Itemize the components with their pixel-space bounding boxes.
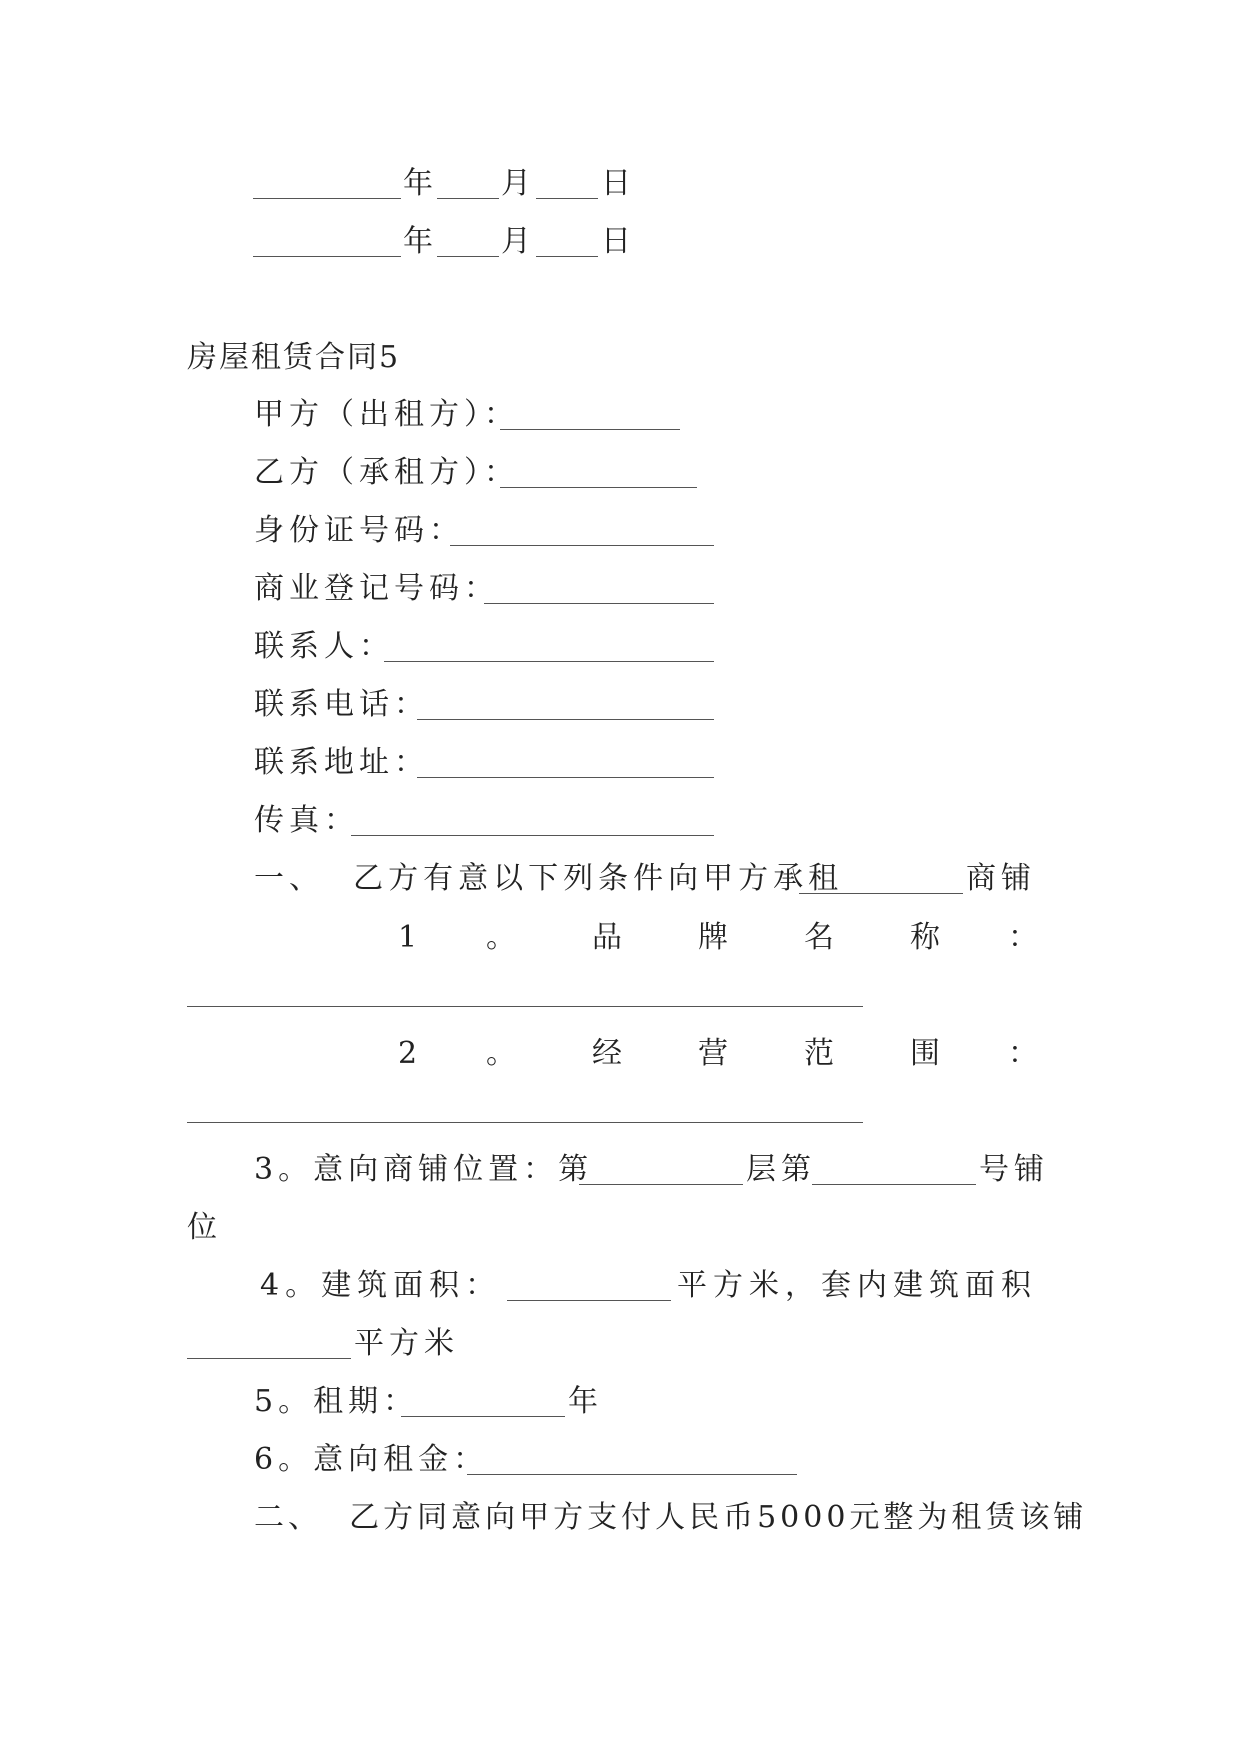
item-2-char-1: 2 <box>398 1036 418 1071</box>
date-year-blank-1 <box>253 198 401 199</box>
item-2-char-4: 营 <box>698 1036 728 1071</box>
item-1-char-3: 品 <box>592 920 622 955</box>
item-6-blank <box>467 1474 797 1475</box>
date-year-label-1: 年 <box>403 166 438 201</box>
party-a-label: 甲方（出租方）： <box>254 397 519 432</box>
business-reg-label: 商业登记号码： <box>254 571 499 606</box>
contract-title: 房屋租赁合同5 <box>187 340 401 375</box>
item-1-char-1: 1 <box>398 920 418 955</box>
fax-label: 传真： <box>254 803 359 838</box>
item-1-blank <box>187 1006 863 1007</box>
contact-person-blank <box>384 661 714 662</box>
clause-1-prefix: 一、 乙方有意以下列条件向甲方承租 <box>254 861 844 896</box>
item-3-part-b: 层第 <box>746 1152 816 1187</box>
date-month-label-1: 月 <box>501 166 536 201</box>
item-3-part-a: 3。意向商铺位置：第 <box>254 1152 594 1187</box>
fax-blank <box>351 835 714 836</box>
contact-phone-blank <box>417 719 714 720</box>
date-day-label-2: 日 <box>601 224 636 259</box>
item-4-inner-area-blank <box>187 1358 351 1359</box>
contact-address-label: 联系地址： <box>254 745 429 780</box>
item-2-blank <box>187 1122 863 1123</box>
item-2-char-6: 围 <box>910 1036 940 1071</box>
party-b-blank <box>500 487 697 488</box>
date-day-blank-1 <box>536 198 598 199</box>
date-day-blank-2 <box>536 256 598 257</box>
item-4-part-c: 平方米 <box>354 1326 459 1361</box>
clause-1-blank <box>799 893 963 894</box>
item-4-part-a: 4。建筑面积： <box>260 1268 502 1303</box>
item-6-label: 6。意向租金： <box>254 1442 489 1477</box>
item-1-char-2: 。 <box>486 920 516 955</box>
item-1-char-7: ： <box>1008 920 1038 955</box>
business-reg-blank <box>484 603 714 604</box>
item-1-char-5: 名 <box>804 920 834 955</box>
contact-person-label: 联系人： <box>254 629 394 664</box>
item-2-char-5: 范 <box>804 1036 834 1071</box>
id-number-label: 身份证号码： <box>254 513 464 548</box>
clause-1-suffix: 商铺 <box>966 861 1036 896</box>
party-b-label: 乙方（承租方）： <box>254 455 519 490</box>
clause-2-text: 二、 乙方同意向甲方支付人民币5000元整为租赁该铺 <box>254 1500 1088 1535</box>
item-5-blank <box>401 1416 565 1417</box>
date-month-blank-2 <box>437 256 499 257</box>
contact-phone-label: 联系电话： <box>254 687 429 722</box>
item-4-area-blank <box>507 1300 671 1301</box>
date-month-blank-1 <box>437 198 499 199</box>
party-a-blank <box>500 429 680 430</box>
item-5-part-a: 5。租期： <box>254 1384 419 1419</box>
item-2-char-3: 经 <box>592 1036 622 1071</box>
date-year-label-2: 年 <box>403 224 438 259</box>
item-2-char-2: 。 <box>486 1036 516 1071</box>
item-3-part-d: 位 <box>187 1210 222 1245</box>
item-3-shop-blank <box>812 1184 976 1185</box>
item-2-char-7: ： <box>1008 1036 1038 1071</box>
item-3-part-c: 号铺 <box>979 1152 1049 1187</box>
date-day-label-1: 日 <box>601 166 636 201</box>
item-5-part-b: 年 <box>568 1384 603 1419</box>
id-number-blank <box>450 545 714 546</box>
item-1-char-6: 称 <box>910 920 940 955</box>
date-month-label-2: 月 <box>501 224 536 259</box>
contact-address-blank <box>417 777 714 778</box>
item-3-floor-blank <box>579 1184 743 1185</box>
date-year-blank-2 <box>253 256 401 257</box>
item-4-part-b: 平方米，套内建筑面积 <box>677 1268 1037 1303</box>
item-1-char-4: 牌 <box>698 920 728 955</box>
